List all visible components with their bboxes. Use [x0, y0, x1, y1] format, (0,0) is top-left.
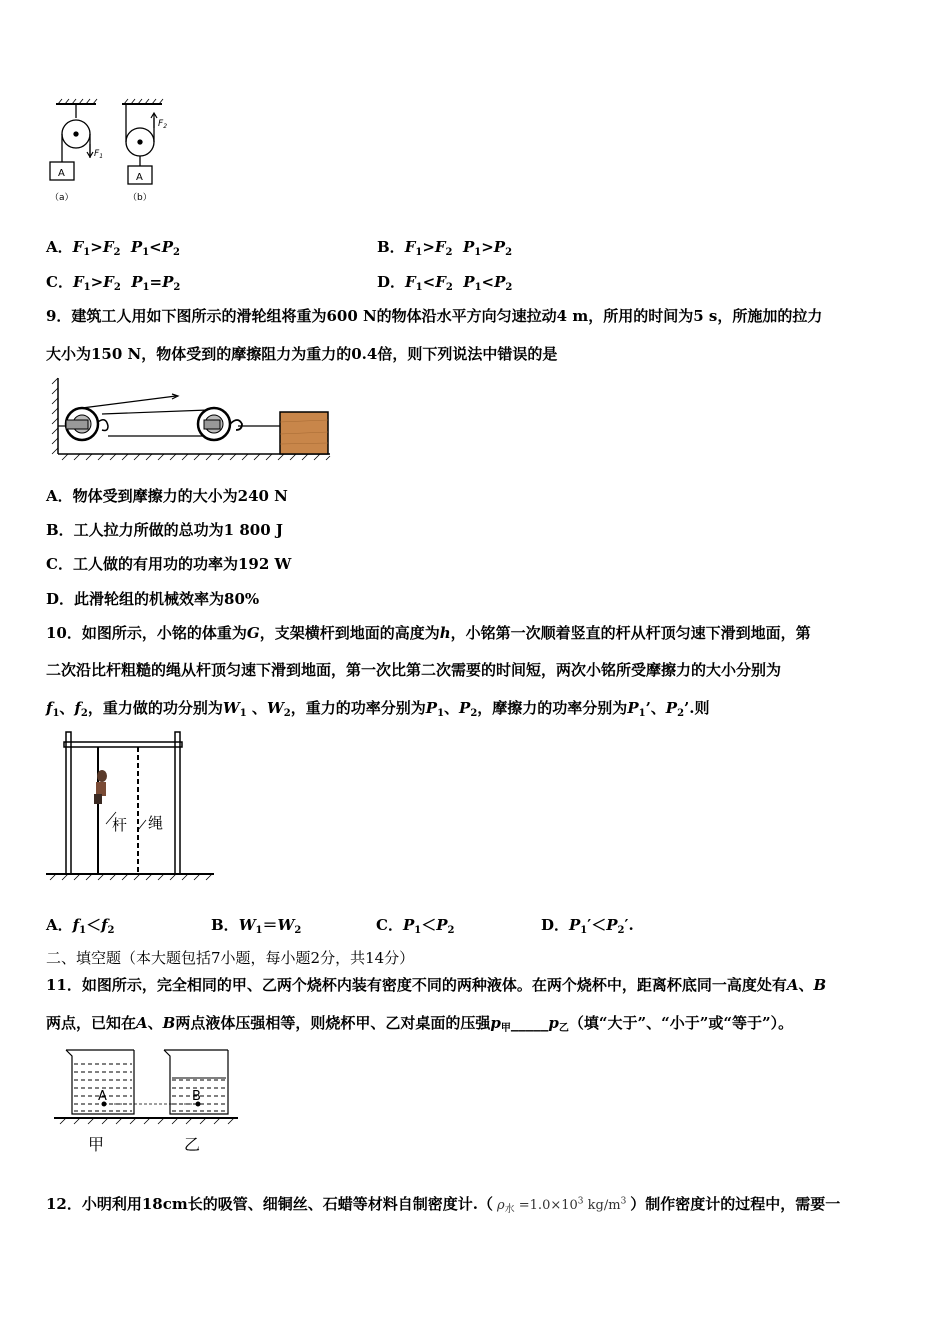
q9-option-b[interactable]: B．工人拉力所做的总功为1 800 J [46, 521, 283, 539]
q8-option-c[interactable]: C．$F_1>F_2$ $P_1=P_2$ [46, 273, 181, 293]
q9-stem-line2: 大小为150 N，物体受到的摩擦阻力为重力的0.4倍，则下列说法中错误的是 [46, 345, 558, 363]
q9-option-d[interactable]: D．此滑轮组的机械效率为80% [46, 590, 260, 608]
q8-option-d[interactable]: D．$F_1<F_2$ $P_1<P_2$ [377, 273, 513, 293]
q9-option-c[interactable]: C．工人做的有用功的功率为192 W [46, 555, 292, 573]
q12-stem: 12．小明利用18cm长的吸管、细铜丝、石蜡等材料自制密度计.（ $\rho_水 =1.0\times 10^3$ $kg/m^3$ ）制作密度计的过程中，需要一 [46, 1195, 841, 1215]
pole-label: 杆 [112, 816, 128, 834]
block-label-a: A [58, 168, 65, 179]
q10-stem-line3: $f_1$、$f_2$，重力做的功分别为$W_1$ 、$W_2$，重力的功率分别为$P_1$、$P_2$，摩擦力的功率分别为$P_1$’、$P_2$’.则 [46, 699, 710, 719]
caption-b: （b） [128, 193, 152, 203]
beaker-figure [52, 1046, 240, 1158]
cup-yi-label: 乙 [184, 1135, 201, 1154]
q11-stem-line1: 11．如图所示，完全相同的甲、乙两个烧杯内装有密度不同的两种液体。在两个烧杯中，距离杯底同一高度处有A、B [46, 976, 827, 994]
pulley-figure-q8 [48, 96, 188, 208]
pulley-fixed [66, 408, 108, 440]
q10-option-c[interactable]: C．$P_1<P_2$ [376, 916, 455, 936]
q9-option-a[interactable]: A．物体受到摩擦力的大小为240 N [46, 487, 288, 505]
pulley-moving [198, 408, 242, 440]
rope-label: 绳 [148, 814, 164, 832]
q11-stem-line2: 两点，已知在A、B两点液体压强相等，则烧杯甲、乙对桌面的压强$p_甲\_\_\_\_\_p_乙$（填“大于”、“小于”或“等于”）。 [46, 1014, 794, 1034]
pulley-figure-q9 [48, 374, 334, 466]
q10-option-a[interactable]: A．$f_1<f_2$ [46, 916, 115, 936]
q10-stem-line1: 10．如图所示，小铭的体重为G，支架横杆到地面的高度为h，小铭第一次顺着竖直的杆从杆顶匀速下滑到地面，第 [46, 624, 811, 642]
q8-option-b[interactable]: B．$F_1>F_2$ $P_1>P_2$ [377, 238, 513, 258]
q10-stem-line2: 二次沿比杆粗糙的绳从杆顶匀速下滑到地面，第一次比第二次需要的时间短，两次小铭所受摩擦力的大小分别为 [46, 661, 782, 679]
q10-option-d[interactable]: D．$P_1'<P_2'$. [541, 916, 634, 936]
density-formula: $\rho_水 =1.0\times 10^3$ $kg/m^3$ [496, 1196, 627, 1215]
point-a-label: A [98, 1089, 107, 1104]
q9-stem-line1: 9．建筑工人用如下图所示的滑轮组将重为600 N的物体沿水平方向匀速拉动4 m，所用的时间为5 s，所施加的拉力 [46, 307, 823, 325]
force-label-f2: $F_2$ [158, 119, 168, 130]
caption-a: （a） [50, 193, 74, 203]
section-heading: 二、填空题（本大题包括7小题，每小题2分，共14分） [46, 949, 415, 967]
pole-rope-figure [44, 728, 218, 884]
q8-option-a[interactable]: A．$F_1>F_2$ $P_1<P_2$ [46, 238, 180, 258]
climber [94, 770, 107, 804]
cup-jia-label: 甲 [88, 1135, 105, 1154]
q10-option-b[interactable]: B．$W_1=W_2$ [211, 916, 302, 936]
force-label-f1: $F_1$ [94, 149, 104, 160]
block-label-b: A [136, 172, 143, 183]
point-b-label: B [192, 1089, 201, 1104]
